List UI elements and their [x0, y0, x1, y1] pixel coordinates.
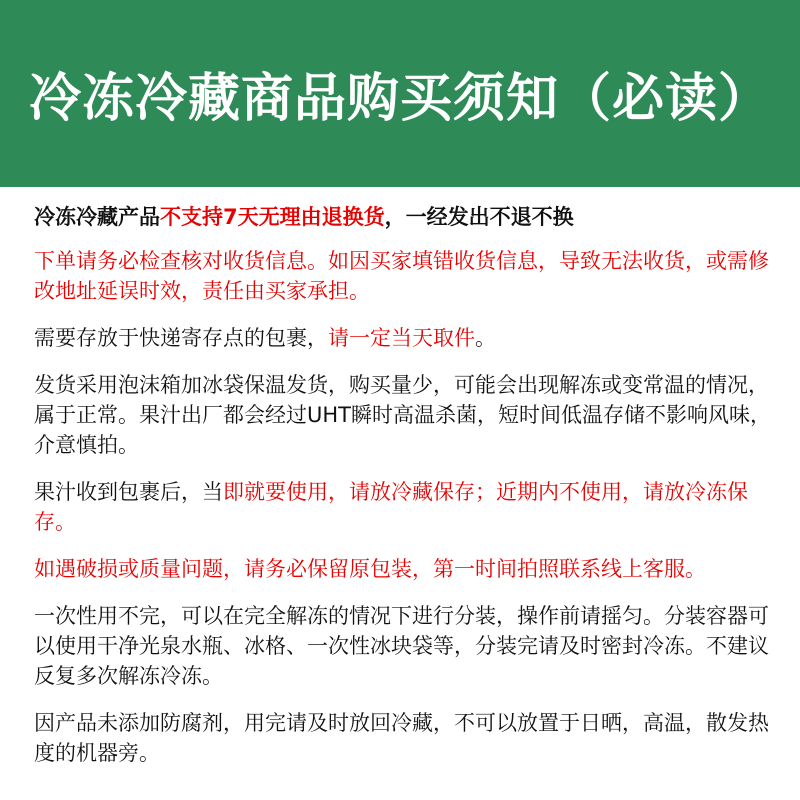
notice-no-return: [34, 202, 774, 232]
notice-shipping: 发货采用泡沫箱加冰袋保温发货，购买量少，可能会出现解冻或变常温的情况，属于正常。果汁出厂都会经过UHT瞬时高温杀菌，短时间低温存储不影响风味，介意慎拍。: [34, 373, 771, 457]
notice-storage-highlight: 即就要使用，请放冷藏保存；近期内不使用，请放冷冻保存。: [34, 480, 748, 534]
notice-no-return-lead: 冷冻冷藏产品: [34, 205, 160, 229]
notice-no-return-highlight: 不支持7天无理由退换货: [160, 205, 385, 229]
notice-pickup: [34, 323, 774, 353]
notice-pickup-lead: 需要存放于快递寄存点的包裹，: [34, 326, 328, 350]
notice-damage: 如遇破损或质量问题，请务必保留原包装，第一时间拍照联系线上客服。: [34, 557, 706, 581]
notice-storage: [34, 477, 774, 537]
notice-storage-lead: 果汁收到包裹后，当: [34, 480, 223, 504]
notice-address-check: 下单请务必检查核对收货信息。如因买家填错收货信息，导致无法收货，或需修改地址延误时效，责任由买家承担。: [34, 249, 769, 303]
notice-pickup-tail: 。: [475, 326, 496, 350]
notice-pickup-highlight: 请一定当天取件: [328, 326, 475, 350]
notice-body: [0, 187, 800, 768]
notice-preservative: 因产品未添加防腐剂，用完请及时放回冷藏，不可以放置于日晒，高温，散发热度的机器旁。: [34, 711, 769, 765]
notice-portioning: 一次性用不完，可以在完全解冻的情况下进行分装，操作前请摇匀。分装容器可以使用干净光泉水瓶、冰格、一次性冰块袋等，分装完请及时密封冷冻。不建议反复多次解冻冷冻。: [34, 604, 769, 688]
page-title: 冷冻冷藏商品购买须知（必读）: [28, 69, 771, 129]
notice-no-return-tail: ，一经发出不退不换: [384, 205, 574, 229]
header-banner: [0, 0, 800, 187]
